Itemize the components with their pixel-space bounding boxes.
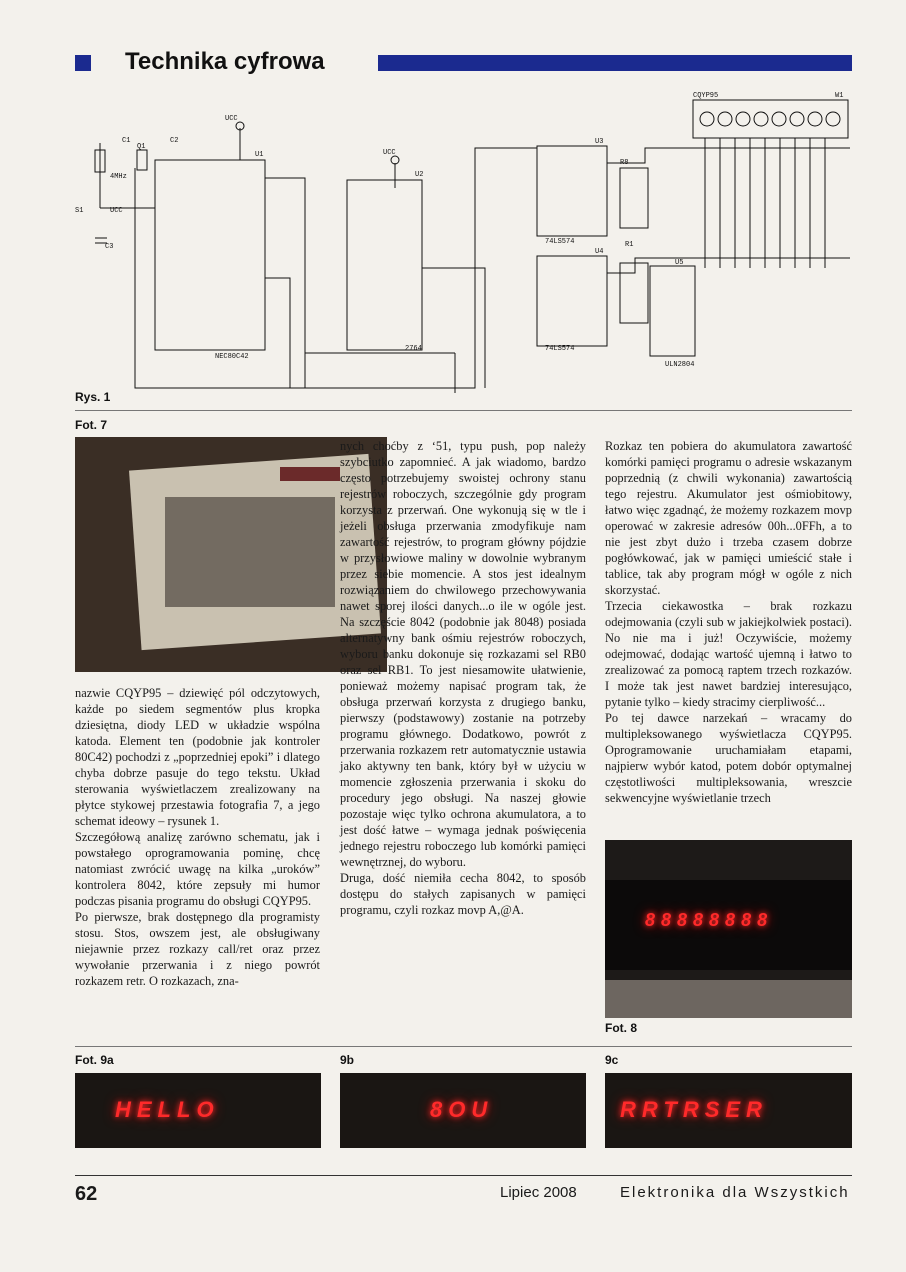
text-column-3 <box>605 438 852 806</box>
display-photo-fot9a <box>75 1073 321 1148</box>
display-text-hello: HELLO <box>115 1097 220 1122</box>
caption-rys1: Rys. 1 <box>75 390 111 404</box>
footer-divider <box>75 1175 852 1176</box>
ic-u4 <box>537 256 607 346</box>
vcc-label-1: UCC <box>225 115 238 123</box>
q1-label: Q1 <box>137 143 146 151</box>
u2-part-label: 2764 <box>405 345 422 353</box>
u5-part-label: ULN2804 <box>665 361 695 369</box>
caption-fot7: Fot. 7 <box>75 418 107 432</box>
vcc-label-2: UCC <box>383 149 396 157</box>
r8-label: R8 <box>620 159 629 167</box>
schematic-diagram <box>75 88 852 406</box>
caption-fot8: Fot. 8 <box>605 1021 637 1035</box>
col1-paragraph: Szczegółową analizę zarówno schematu, jak i powstałego oprogramowania pominę, chcę natomiast zwrócić uwagę na kilka „uroków” kontrolera 8042, które zepsuły mi humor podczas pisania programu do obsługi CQYP95. <box>75 830 320 908</box>
magazine-title: Elektronika dla Wszystkich <box>620 1184 850 1201</box>
ic-u5 <box>650 266 695 356</box>
col2-paragraph: nych choćby z ‘51, typu push, pop należy szybciutko zapomnieć. A jak wiadomo, bardzo często potrzebujemy swoistej ochrony stanu rejestrów roboczych, szczególnie gdy program korzysta z przerwań. One wykonują się w tle i jeżeli obsługa przerwania zmodyfikuje nam zawartość rejestrów, to program główny pójdzie w przysłowiowe maliny w dowolnie wybranym przez siebie momencie. A stos jest idealnym rozwiązaniem do chwilowego przechowywania nawet sporej ilości danych...o ile w ogóle jest. Na szczęście 8042 (podobnie jak 8048) posiada alternatywny bank ośmiu rejestrów roboczych, wyboru banku dokonuje się rozkazami sel RB0 oraz sel RB1. To jest niesamowite ułatwienie, ponieważ możemy napisać program tak, że obsługa przerwań korzysta z drugiego banku, pierwszy (podstawowy) zostanie na potrzeby programu głównego. Dodatkowo, powrót z przerwania rozkazem retr automatycznie ustawia jako aktywny ten bank, który był w użyciu w momencie zgłoszenia przerwania i skoku do procedury jego obsługi. Na naszej głowie pozostaje więc tylko ochrona akumulatora, a to jest dość łatwe – wymaga jednak poświęcenia jednego rejestru roboczego lub komórki pamięci wewnętrznej, do wyboru. <box>340 439 586 869</box>
text-column-1 <box>75 685 320 989</box>
c3-label: C3 <box>105 243 114 251</box>
u5-label: U5 <box>675 259 684 267</box>
col1-paragraph: nazwie CQYP95 – dziewięć pól odczytowych, każde po siedem segmentów plus kropka dziesiętna, diody LED w układzie wspólna katoda. Element ten (podobnie jak kontroler 80C42) pochodzi z „poprzedniej epoki” i dlatego chyba dobrze pasuje do tego tekstu. Układ sterowania wyświetlaczem zrealizowany na płytce stykowej przestawia fotografia 7, a jego schemat ideowy – rysunek 1. <box>75 686 320 828</box>
display-photo-fot8 <box>605 840 852 1018</box>
col3-paragraph: Po tej dawce narzekań – wracamy do multipleksowanego wyświetlacza CQYP95. Oprogramowanie uruchamiałam etapami, najpierw wybór katod, potem dobór optymalnej częstotliwości multipleksowania, wreszcie sekwencyjne wyświetlanie trzech <box>605 711 852 805</box>
header-square-icon <box>75 55 91 71</box>
u2-label: U2 <box>415 171 424 179</box>
col3-paragraph: Trzecia ciekawostka – brak rozkazu odejmowania (czyli sub w jakiejkolwiek postaci). No nie ma i już! Oczywiście, możemy odejmować, dodając wartość ujemną i łatwo to zrealizować za pomocą raptem trzech rozkazów. I może tak jest nawet bardziej interesująco, pytanie tylko – kiedy stracimy cierpliwość... <box>605 599 852 709</box>
page-title: Technika cyfrowa <box>125 48 325 75</box>
col3-paragraph: Rozkaz ten pobiera do akumulatora zawartość komórki pamięci programu o adresie wskazanym poprzednią (z chwili wykonania) zawartością tego rejestru. Akumulator jest ośmiobitowy, łatwo więc zgadnąć, że możemy rozkazem movp operować w zakresie adresów 00h...0FFh, a to nie jest zbyt dużo i trzeba czasem dobrze pogłówkować, jak w pamięci umieścić stałe i tablice, tak aby program mógł w ogóle z nich skorzystać. <box>605 439 852 597</box>
display-cqyp95 <box>693 100 848 138</box>
crystal-q1 <box>137 150 147 170</box>
col2-paragraph: Druga, dość niemiła cecha 8042, to sposób dostępu do stałych zapisanych w pamięci programu, czyli rozkaz movp A,@A. <box>340 871 586 917</box>
page-number: 62 <box>75 1183 98 1205</box>
caption-fot9b: 9b <box>340 1053 355 1067</box>
u4-part-label: 74LS574 <box>545 345 575 353</box>
display-ref-label: W1 <box>835 92 844 100</box>
caption-fot9c: 9c <box>605 1053 619 1067</box>
display-text-9b: 8OU <box>430 1097 494 1122</box>
display-label: CQYP95 <box>693 92 719 100</box>
display-text-9c: RRTRSER <box>620 1097 768 1122</box>
display-photo-fot9b <box>340 1073 586 1148</box>
u4-label: U4 <box>595 248 604 256</box>
ic-u3 <box>537 146 607 236</box>
c2-label: C2 <box>170 137 179 145</box>
u1-label: U1 <box>255 151 264 159</box>
u1-part-label: NEC80C42 <box>215 353 249 361</box>
r1-label: R1 <box>625 241 634 249</box>
text-column-2 <box>340 438 586 918</box>
display-digits: 88888888 <box>645 910 774 930</box>
caption-fot9a: Fot. 9a <box>75 1053 114 1067</box>
divider <box>75 1046 852 1047</box>
vcc-label-3: UCC <box>110 207 123 215</box>
resistor-network-r1 <box>620 263 648 323</box>
u3-part-label: 74LS574 <box>545 238 575 246</box>
col1-paragraph: Po pierwsze, brak dostępnego dla programisty stosu. Stos, owszem jest, ale obsługiwany niejawnie przez rozkazy call/ret oraz przez wywołanie przerwania i z niego powrót rozkazem retr. O rozkazach, zna- <box>75 910 320 988</box>
s1-label: S1 <box>75 207 84 215</box>
u3-label: U3 <box>595 138 604 146</box>
resistor-network-r8 <box>620 168 648 228</box>
display-photo-fot9c <box>605 1073 852 1148</box>
ic-u1 <box>155 160 265 350</box>
header-bar <box>378 55 852 71</box>
c1-label: C1 <box>122 137 131 145</box>
ic-u2 <box>347 180 422 350</box>
crystal-label: 4MHz <box>110 173 127 181</box>
divider <box>75 410 852 411</box>
issue-date: Lipiec 2008 <box>500 1184 577 1201</box>
